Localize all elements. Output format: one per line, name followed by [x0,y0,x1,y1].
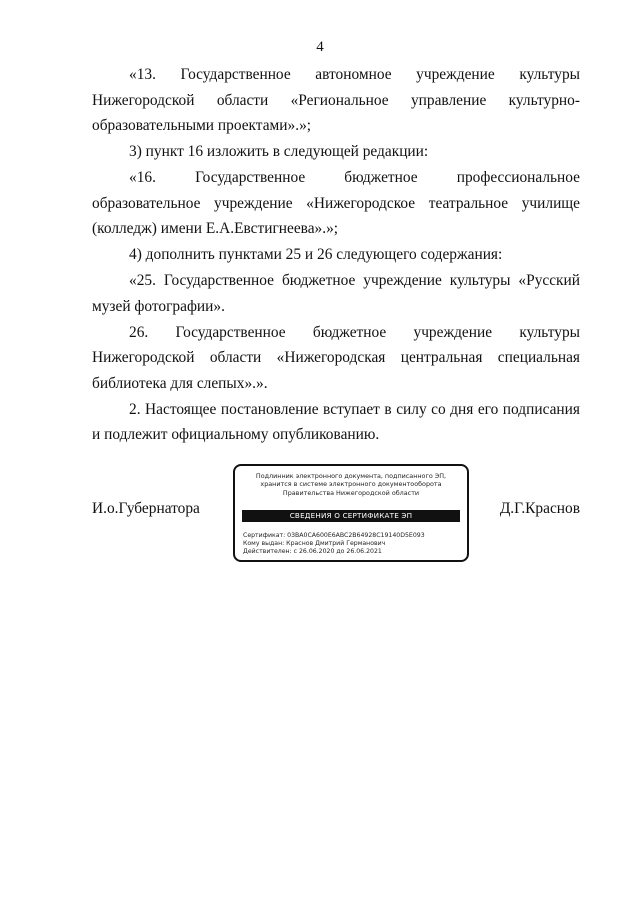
paragraph-item-13: «13. Государственное автономное учреждение культуры Нижегородской области «Региональное управление культурно-образовательными проектами».»; [92,66,580,134]
paragraph-item-16: «16. Государственное бюджетное профессиональное образовательное учреждение «Нижегородское театральное училище (колледж) имени Е.А.Евстигнеева».»; [92,169,580,237]
stamp-header-line: Правительства Нижегородской области [282,488,420,497]
paragraph-item-25: «25. Государственное бюджетное учреждение культуры «Русский музей фотографии». [92,272,580,315]
document-body [92,62,580,448]
stamp-validity: Действителен: с 26.06.2020 до 26.06.2021 [243,548,382,556]
electronic-signature-stamp [233,464,469,562]
stamp-certificate-title: СВЕДЕНИЯ О СЕРТИФИКАТЕ ЭП [242,510,460,522]
signatory-name: Д.Г.Краснов [499,500,580,517]
paragraph-point-4: 4) дополнить пунктами 25 и 26 следующего содержания: [129,246,503,263]
stamp-header [243,472,459,497]
signatory-position: И.о.Губернатора [92,500,200,517]
page-number: 4 [316,39,324,55]
stamp-header-line: хранится в системе электронного документооборота [260,480,442,489]
paragraph-point-2: 2. Настоящее постановление вступает в силу со дня его подписания и подлежит официальному опубликованию. [92,400,580,443]
stamp-certificate-number: Сертификат: 03BA0CA600E6ABC2B64928C19140D5E093 [243,532,425,539]
stamp-header-line: Подлинник электронного документа, подписанного ЭП, [255,472,447,480]
paragraph-item-26: 26. Государственное бюджетное учреждение культуры Нижегородской области «Нижегородская центральная специальная библиотека для слепых».». [92,323,580,392]
paragraph-point-3: 3) пункт 16 изложить в следующей редакции: [129,143,429,160]
signature-block [92,464,580,566]
stamp-details [243,532,461,557]
stamp-issued-to: Кому выдан: Краснов Дмитрий Германович [243,540,386,548]
